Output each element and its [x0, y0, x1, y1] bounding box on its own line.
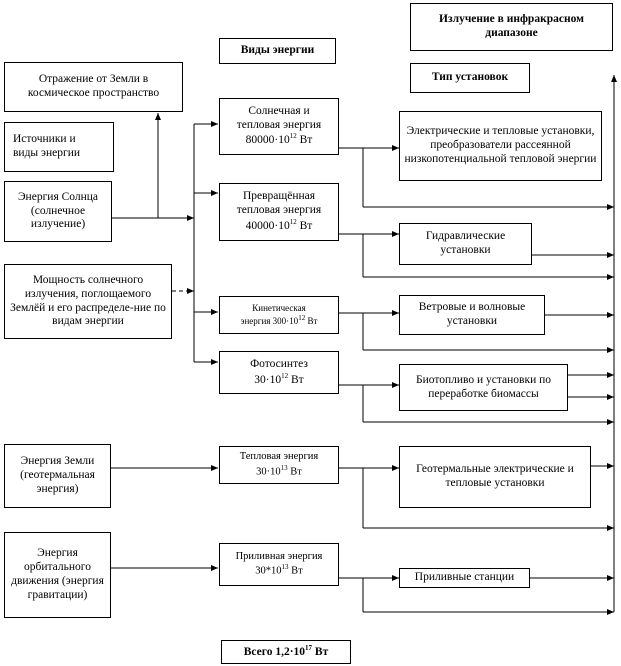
solar-power-box — [4, 264, 172, 339]
hydraulic-box — [399, 223, 532, 265]
converted-thermal-line1: Превращённая — [242, 190, 316, 203]
sun-energy-box — [4, 181, 112, 242]
kinetic-line1: Кинетическая — [252, 303, 306, 314]
tidal-energy-line1: Приливная энергия — [235, 550, 323, 562]
electric-thermal-box — [399, 111, 602, 181]
photosynthesis-box — [219, 351, 339, 394]
installation-type-header — [410, 63, 530, 93]
solar-power-text: Мощность солнечного излучения, поглощаемого Землёй и его распределе-ние по видам энергии — [10, 273, 166, 328]
total-text: Всего $1,2\cdot 10^{17}$ Вт — [243, 644, 329, 659]
earth-energy-text: Энергия Земли (геотермальная энергия) — [20, 455, 95, 495]
converted-thermal-line2: тепловая энергия — [236, 204, 322, 217]
energy-types-text: Виды энергии — [240, 44, 315, 57]
kinetic-value: энергия $300\cdot 10^{12}$ Вт — [240, 314, 318, 326]
kinetic-box — [219, 296, 339, 334]
sources-text: Источники и виды энергии — [13, 133, 81, 159]
earth-energy-box — [4, 444, 111, 508]
converted-thermal-value: $40000\cdot 10^{12}$ Вт — [245, 217, 313, 232]
geothermal-text: Геотермальные электрические и тепловые установки — [416, 463, 574, 489]
tidal-stations-box — [399, 568, 530, 588]
energy-types-header — [219, 38, 336, 64]
photosynthesis-line1: Фотосинтез — [250, 357, 308, 370]
hydraulic-text: Гидравлические установки — [425, 230, 506, 256]
solar-thermal-value: $80000\cdot 10^{12}$ Вт — [245, 132, 313, 147]
ir-radiation-header — [410, 3, 613, 51]
reflection-box — [4, 62, 183, 112]
electric-thermal-text: Электрические и тепловые установки, преобразователи рассеянной низкопотенциальной тепловой энергии — [404, 125, 597, 165]
solar-thermal-line2: тепловая энергия — [236, 118, 322, 131]
converted-thermal-box — [219, 183, 339, 241]
sources-box — [4, 122, 114, 172]
reflection-text: Отражение от Земли в космическое пространство — [27, 73, 160, 99]
geothermal-box — [399, 446, 591, 508]
photosynthesis-value: $30\cdot 10^{12}$ Вт — [254, 371, 304, 386]
orbital-energy-text: Энергия орбитального движения (энергия гравитации) — [11, 547, 104, 601]
biofuel-box — [399, 364, 568, 411]
ir-radiation-text: Излучение в инфракрасном диапазоне — [439, 13, 584, 39]
tidal-energy-box — [219, 543, 339, 586]
total-box — [221, 640, 351, 664]
biofuel-text: Биотопливо и установки по переработке биомассы — [415, 373, 551, 400]
thermal-energy-value: $30\cdot 10^{13}$ Вт — [256, 463, 302, 478]
wind-wave-box — [399, 295, 545, 335]
solar-thermal-box — [219, 98, 339, 155]
tidal-stations-text: Приливные станции — [414, 571, 515, 584]
tidal-energy-value: $30*10^{13}$ Вт — [255, 563, 303, 577]
thermal-energy-box — [219, 446, 339, 484]
sun-energy-text: Энергия Солнца (солнечное излучение) — [17, 190, 99, 231]
installation-type-text: Тип установок — [431, 71, 509, 84]
orbital-energy-box — [4, 532, 111, 618]
solar-thermal-line1: Солнечная и — [248, 104, 310, 117]
wind-wave-text: Ветровые и волновые установки — [418, 301, 526, 327]
thermal-energy-line1: Тепловая энергия — [239, 451, 319, 463]
